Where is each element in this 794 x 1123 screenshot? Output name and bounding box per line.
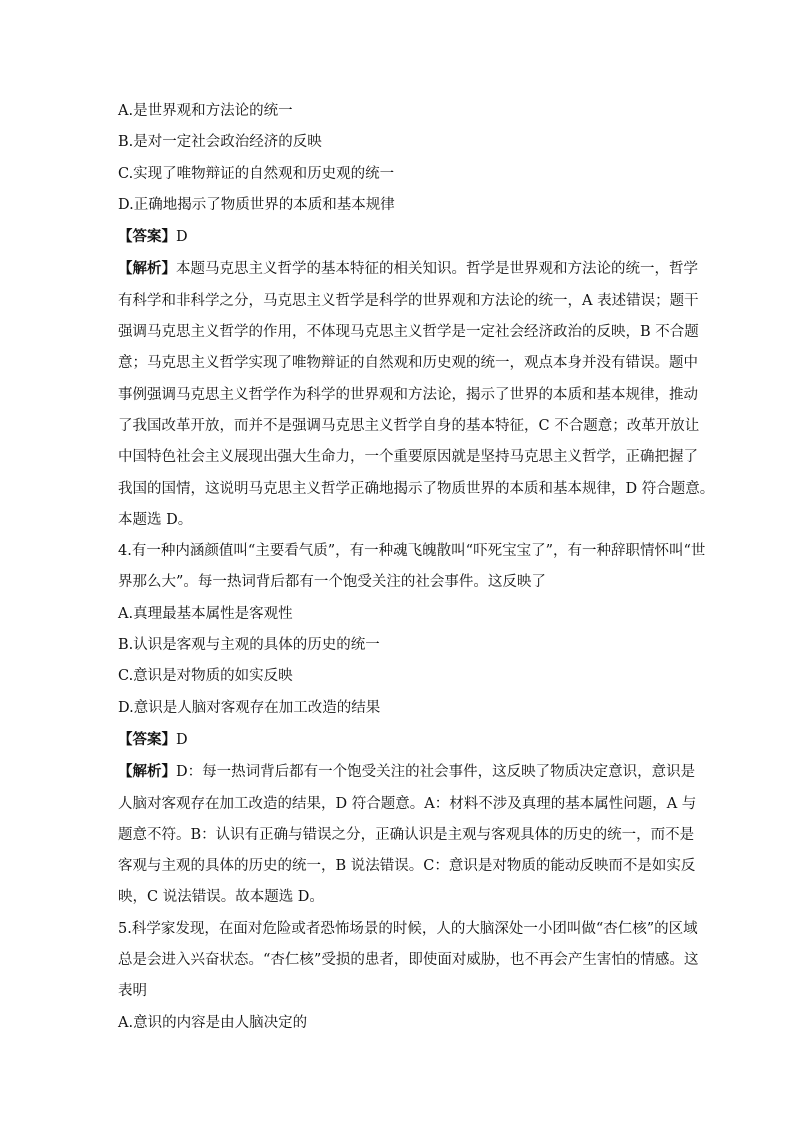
q5-stem-line-1: 5.科学家发现，在面对危险或者恐怖场景的时候，人的大脑深处一小团叫做“杏仁核”的区域 — [118, 920, 698, 937]
q4-analysis-tag: 【解析】 — [118, 763, 176, 781]
q3-option-b: B.是对一定社会政治经济的反映 — [118, 134, 322, 151]
q5-stem-line-2: 总是会进入兴奋状态。“杏仁核”受损的患者，即使面对威胁，也不再会产生害怕的情感。这 — [118, 952, 699, 969]
q4-analysis-line-5: 映，C 说法错误。故本题选 D。 — [118, 889, 324, 906]
q4-analysis-line-1 — [118, 756, 696, 788]
q3-analysis-line-7: 中国特色社会主义展现出强大生命力，一个重要原因就是坚持马克思主义哲学，正确把握了 — [118, 449, 698, 466]
q3-analysis-text-1: 本题马克思主义哲学的基本特征的相关知识。哲学是世界观和方法论的统一，哲学 — [176, 261, 698, 278]
q4-option-b: B.认识是客观与主观的具体的历史的统一 — [118, 637, 380, 654]
q3-option-c: C.实现了唯物辩证的自然观和历史观的统一 — [118, 165, 395, 182]
q3-analysis-line-1 — [118, 253, 698, 285]
q3-analysis-tag: 【解析】 — [118, 260, 176, 278]
q4-option-d: D.意识是人脑对客观存在加工改造的结果 — [118, 699, 381, 716]
q4-answer-value: D — [176, 731, 188, 748]
q3-option-d: D.正确地揭示了物质世界的本质和基本规律 — [118, 196, 395, 213]
q3-option-a: A.是世界观和方法论的统一 — [118, 103, 293, 119]
q4-stem-line-2: 界那么大”。每一热词背后都有一个饱受关注的社会事件。这反映了 — [118, 574, 546, 591]
q3-analysis-line-4: 意；马克思主义哲学实现了唯物辩证的自然观和历史观的统一，观点本身并没有错误。题中 — [118, 355, 698, 372]
q3-analysis-line-8: 我国的国情，这说明马克思主义哲学正确地揭示了物质世界的本质和基本规律，D 符合题意。 — [118, 480, 715, 497]
q5-option-a: A.意识的内容是由人脑决定的 — [118, 1014, 308, 1031]
q3-answer-value: D — [176, 229, 188, 246]
q4-analysis-line-2: 人脑对客观存在加工改造的结果，D 符合题意。A：材料不涉及真理的基本属性问题，A 与 — [118, 795, 697, 812]
q4-answer-tag: 【答案】 — [118, 730, 176, 748]
q4-option-a: A.真理最基本属性是客观性 — [118, 605, 293, 622]
q3-analysis-line-3: 强调马克思主义哲学的作用，不体现马克思主义哲学是一定社会经济政治的反映，B 不合题 — [118, 324, 699, 341]
q4-option-c: C.意识是对物质的如实反映 — [118, 668, 293, 685]
q3-analysis-line-5: 事例强调马克思主义哲学作为科学的世界观和方法论，揭示了世界的本质和基本规律，推动 — [118, 386, 698, 403]
q4-analysis-line-3: 题意不符。B：认识有正确与错误之分，正确认识是主观与客观具体的历史的统一，而不是 — [118, 826, 695, 843]
q4-analysis-line-4: 客观与主观的具体的历史的统一，B 说法错误。C：意识是对物质的能动反映而不是如实反 — [118, 858, 696, 875]
q3-analysis-line-2: 有科学和非科学之分，马克思主义哲学是科学的世界观和方法论的统一，A 表述错误；题干 — [118, 292, 699, 309]
q3-answer-tag: 【答案】 — [118, 228, 176, 246]
q3-analysis-line-9: 本题选 D。 — [118, 511, 193, 528]
q4-stem-line-1: 4.有一种内涵颜值叫“主要看气质”，有一种魂飞魄散叫“吓死宝宝了”，有一种辞职情怀叫“世 — [118, 543, 706, 560]
q3-answer-line — [118, 221, 678, 253]
document-page — [118, 96, 715, 1039]
q4-answer-line — [118, 724, 678, 756]
q3-analysis-line-6: 了我国改革开放，而并不是强调马克思主义哲学自身的基本特征，C 不合题意；改革开放让 — [118, 417, 700, 434]
q4-analysis-text-1: D：每一热词背后都有一个饱受关注的社会事件，这反映了物质决定意识，意识是 — [176, 764, 696, 781]
q5-stem-line-3: 表明 — [118, 983, 147, 1000]
